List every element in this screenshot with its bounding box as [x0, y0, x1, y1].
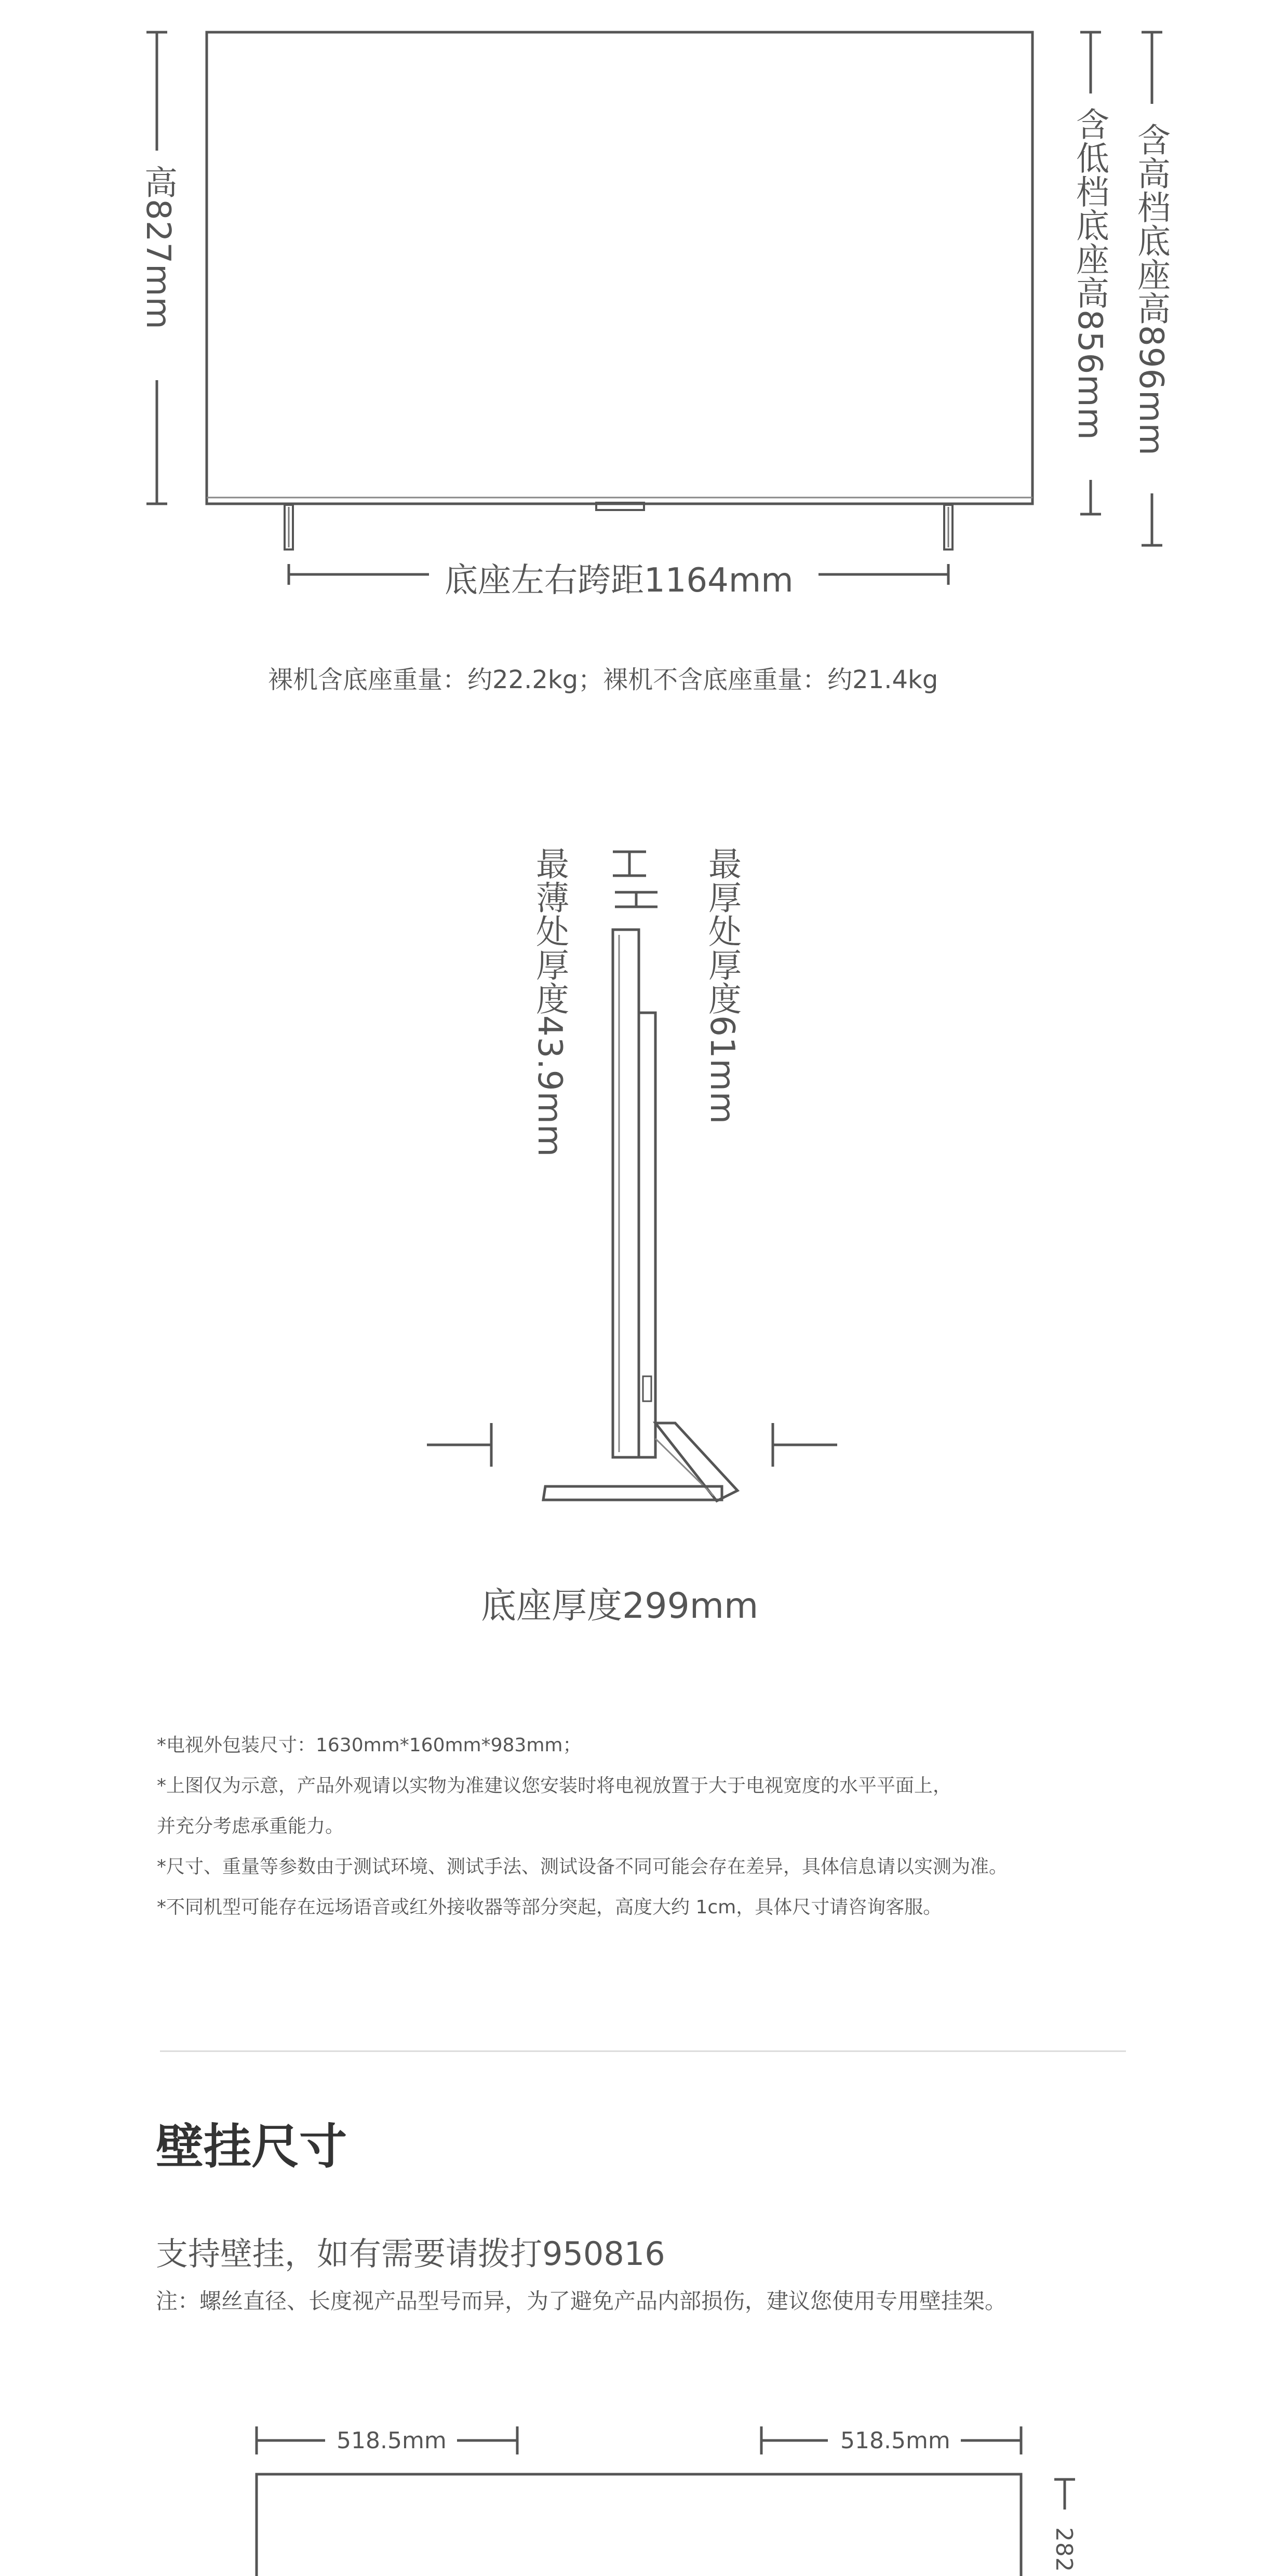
note-line: 并充分考虑承重能力。: [157, 1816, 344, 1837]
thinnest-thickness-label: 最薄处厚度43.9mm: [530, 847, 569, 1158]
wall-mount-subtitle: 支持壁挂，如有需要请拨打950816: [156, 2235, 665, 2273]
height-label: 高827mm: [139, 165, 177, 330]
wall-left-spacing-label: 518.5mm: [337, 2427, 447, 2454]
wall-mount-title: 壁挂尺寸: [156, 2119, 347, 2175]
stand-depth-label: 底座厚度299mm: [481, 1586, 759, 1627]
stand-span-label: 底座左右跨距1164mm: [445, 561, 794, 600]
wall-side-label: 282: [1051, 2527, 1077, 2572]
tv-back-outline: [257, 2474, 1021, 2576]
weight-note: 裸机含底座重量：约22.2kg；裸机不含底座重量：约21.4kg: [268, 665, 938, 694]
wall-mount-note: 注：螺丝直径、长度视产品型号而异，为了避免产品内部损伤，建议您使用专用壁挂架。: [156, 2288, 1007, 2314]
note-line: *上图仅为示意，产品外观请以实物为准建议您安装时将电视放置于大于电视宽度的水平平面上，: [157, 1775, 952, 1796]
wall-right-spacing-label: 518.5mm: [840, 2427, 950, 2454]
note-line: *不同机型可能存在远场语音或红外接收器等部分突起，高度大约 1cm，具体尺寸请咨询客服。: [157, 1897, 942, 1918]
thickest-thickness-label: 最厚处厚度61mm: [703, 847, 741, 1125]
high-stand-height-label: 含高档底座高896mm: [1132, 123, 1170, 456]
note-line: *电视外包装尺寸：1630mm*160mm*983mm；: [157, 1735, 582, 1756]
low-stand-height-label: 含低档底座高856mm: [1070, 107, 1109, 440]
note-line: *尺寸、重量等参数由于测试环境、测试手法、测试设备不同可能会存在差异，具体信息请以实测为准。: [157, 1856, 1008, 1877]
